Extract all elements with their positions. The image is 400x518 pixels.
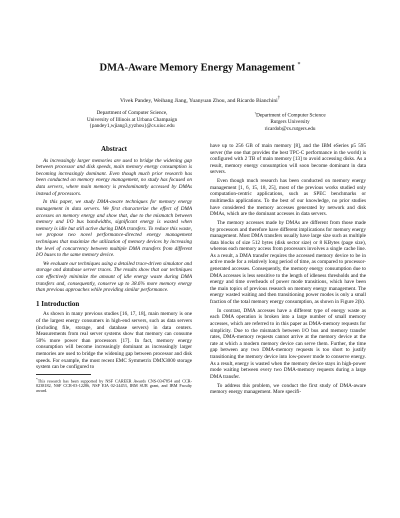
abstract-heading: Abstract	[100, 145, 128, 153]
affiliation-right-mark: †	[254, 111, 257, 115]
right-paragraph-3: The memory accesses made by DMAs are different from those made by processors and therefore have different implications for memory energy management. Most DMA transfers usually have large size such as multiple data blocks of size 512 bytes (disk sector size) or 8 KBytes (page size), whereas each memory access from processors involves a single cache line. As a result, a DMA transfer requires the accessed memory device to be in active mode for a relatively long period of time, as compared to processor-generated accesses. Consequently, the memory energy consumption due to DMA accesses is less sensitive to the length of idleness thresholds and the energy and time overheads of power mode transitions, which have been the main topics of previous research on memory energy management. The energy wasted waiting and then transitioning power modes is only a small fraction of the total memory energy consumption, as shown in Figure 2(b).	[210, 219, 366, 306]
affiliation-right-dept: Department of Computer Science	[256, 112, 326, 119]
footnote-mark: *	[36, 376, 38, 381]
paper-title	[0, 62, 400, 74]
affiliation-left-email: {pandey1,wjiang3,yyzhou}@cs.uiuc.edu	[89, 123, 175, 130]
author-names: Vivek Pandey, Weihang Jiang, Yuanyuan Zhou, and Ricardo Bianchini	[119, 97, 278, 104]
title-text: DMA-Aware Memory Energy Management	[99, 62, 295, 74]
abstract	[36, 158, 192, 294]
author-mark: †	[277, 96, 281, 101]
abstract-paragraph-2: In this paper, we study DMA-aware techniques for memory energy management in data servers. We first characterize the effect of DMA accesses on memory energy and show that, due to the mismatch between memory and I/O bus bandwidths, significant energy is wasted when memory is idle but still active during DMA transfers. To reduce this waste, we propose two novel performance-directed energy management techniques that maximize the utilization of memory devices by increasing the level of concurrency between multiple DMA transfers from different I/O buses to the same memory device.	[36, 199, 192, 259]
introduction-paragraph-1: As shown in many previous studies [16, 17, 18], main memory is one of the largest energy consumers in high-end servers, such as data servers (including file, storage, and database servers) in data centers. Measurements from real server systems show that memory can consume 50% more power than processors [17]. In fact, memory energy consumption will become increasingly dominant as increasingly larger memories are used to bridge the widening gap between processor and disk speeds. For example, the most recent EMC Symmetrix DMX3000 storage system can be configured to	[36, 311, 192, 371]
footnote-text: This research has been supported by NSF CAREER Awards CNS-0347854 and CCR-0238182, NSF CCR-03-12286, NSF EIA 02-24453, IBM SUR grant, and IBM Faculty award.	[36, 378, 192, 394]
affiliation-right-email: ricardob@cs.rutgers.edu	[264, 125, 316, 132]
introduction-heading: 1 Introduction	[36, 299, 80, 308]
affiliation-left-univ: University of Illinois at Urbana Champaign	[86, 116, 178, 123]
author-list	[0, 96, 400, 104]
title-footnote-mark: *	[297, 62, 301, 68]
right-paragraph-4: In contrast, DMA accesses have a different type of energy waste as each DMA operation is broken into a large number of small memory accesses, which are referred to in this paper as DMA-memory requests for simplicity. Due to the mismatch between I/O bus and memory transfer rates, DMA-memory requests cannot arrive at the memory device at the rate at which a modern memory device can serve them. Further, the time gap between any two DMA-memory requests is too short to justify transitioning the memory device into low-power mode to conserve energy. As a result, energy is wasted when the memory device stays in high-power mode waiting between every two DMA-memory requests during a large DMA transfer.	[210, 307, 366, 380]
affiliation-left	[62, 110, 202, 130]
affiliation-right	[230, 110, 350, 133]
abstract-paragraph-1: As increasingly larger memories are used to bridge the widening gap between processor and disk speeds, main memory energy consumption is becoming increasingly dominant. Even though much prior research has been conducted on memory energy management, no study has focused on data servers, where main memory is predominantly accessed by DMAs instead of processors.	[36, 157, 192, 197]
right-column	[210, 143, 366, 398]
right-paragraph-2: Even though much research has been conducted on memory energy management [1, 6, 15, 18, 25], most of the previous works studied only computation-centric applications, such as SPEC benchmarks or multimedia applications. To the best of our knowledge, no prior studies have considered the memory accesses generated by network and disk DMAs, which are the dominant accesses in data servers.	[210, 178, 366, 218]
footnote	[36, 377, 192, 393]
affiliation-left-dept: Department of Computer Science,	[96, 110, 168, 116]
right-paragraph-1: have up to 256 GB of main memory [8], and the IBM eSeries p5 595 server (the one that provides the best TPC-C performance in the world) is configured with 2 TB of main memory [13] to avoid accessing disks. As a result, memory energy consumption will soon become dominant in data servers.	[210, 143, 366, 176]
abstract-paragraph-3: We evaluate our techniques using a detailed trace-driven simulator and storage and database server traces. The results show that our techniques can effectively minimize the amount of idle energy waste during DMA transfers and, consequently, conserve up to 38.6% more memory energy than previous approaches while providing similar performance.	[36, 260, 192, 294]
footnote-rule	[36, 374, 91, 375]
right-paragraph-5: To address this problem, we conduct the first study of DMA-aware memory energy management. More specifi-	[210, 382, 366, 396]
left-column	[36, 146, 192, 393]
affiliation-right-univ: Rutgers University	[270, 119, 310, 126]
